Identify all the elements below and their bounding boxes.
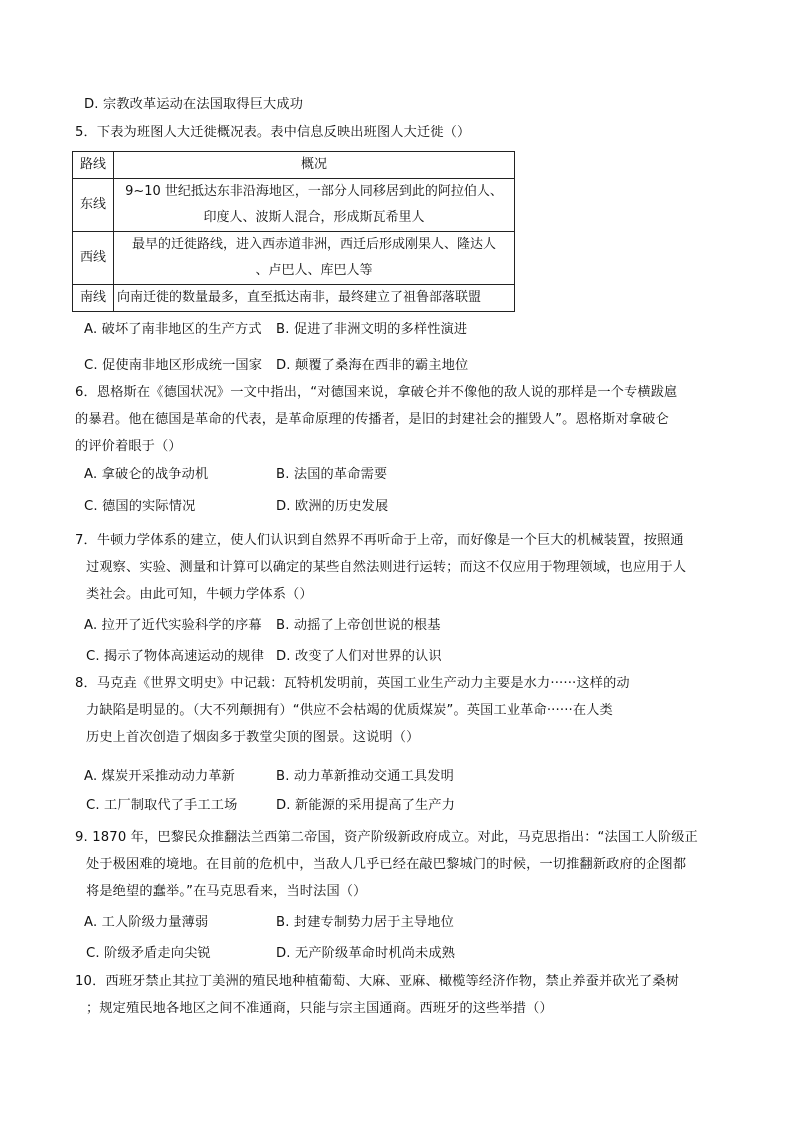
route-west-desc-line2: 、卢巴人、库巴人等 — [255, 263, 373, 278]
q9-option-d: D. 无产阶级革命时机尚未成熟 — [276, 946, 456, 961]
route-east-desc-line2: 印度人、波斯人混合，形成斯瓦希里人 — [203, 210, 425, 225]
q5-stem: 5．下表为班图人大迁徙概况表。表中信息反映出班图人大迁徙（） — [75, 125, 471, 140]
q7-stem-line2: 过观察、实验、测量和计算可以确定的某些自然法则进行运转；而这不仅应用于物理领域，也应用于人 — [86, 560, 687, 575]
q9-option-c: C. 阶级矛盾走向尖锐 — [86, 946, 211, 961]
q6-option-c: C. 德国的实际情况 — [84, 499, 196, 514]
table-row — [73, 179, 515, 232]
q6-stem-line3: 的评价着眼于（） — [75, 439, 182, 454]
table-row — [73, 232, 515, 285]
q9-stem-line3: 将是绝望的蠢举。”在马克思看来，当时法国（） — [86, 884, 367, 899]
table-header-row — [73, 152, 515, 179]
q9-stem-line2: 处于极困难的境地。在目前的危机中，当敌人几乎已经在敲巴黎城门的时候，一切推翻新政府的企图都 — [86, 857, 687, 872]
q7-option-a: A. 拉开了近代实验科学的序幕 — [84, 618, 262, 633]
table-header-route: 路线 — [73, 152, 114, 179]
q10-stem-line1: 10．西班牙禁止其拉丁美洲的殖民地种植葡萄、大麻、亚麻、橄榄等经济作物，禁止养蚕并砍光了桑树 — [75, 974, 679, 989]
q7-option-d: D. 改变了人们对世界的认识 — [276, 649, 442, 664]
q9-option-a: A. 工人阶级力量薄弱 — [84, 915, 209, 930]
q6-stem-line1: 6．恩格斯在《德国状况》一文中指出，“对德国来说，拿破仑并不像他的敌人说的那样是一个专横跋扈 — [75, 385, 678, 400]
route-west-desc — [114, 232, 515, 285]
q8-stem-line1: 8．马克垚《世界文明史》中记载：瓦特机发明前，英国工业生产动力主要是水力······这样的动 — [75, 676, 630, 691]
q8-option-d: D. 新能源的采用提高了生产力 — [276, 798, 456, 813]
migration-table — [72, 151, 515, 312]
q8-stem-line2: 力缺陷是明显的。（大不列颠拥有）“供应不会枯竭的优质煤炭”。英国工业革命······在人类 — [86, 703, 613, 718]
q5-option-a: A. 破坏了南非地区的生产方式 — [84, 322, 262, 337]
route-west: 西线 — [73, 232, 114, 285]
q8-option-a: A. 煤炭开采推动动力革新 — [84, 769, 235, 784]
q8-option-b: B. 动力革新推动交通工具发明 — [276, 769, 454, 784]
route-east-desc-line1: 9~10 世纪抵达东非沿海地区，一部分人同移居到此的阿拉伯人、 — [125, 184, 503, 199]
q9-option-b: B. 封建专制势力居于主导地位 — [276, 915, 454, 930]
q6-option-d: D. 欧洲的历史发展 — [276, 499, 389, 514]
q4-option-d: D. 宗教改革运动在法国取得巨大成功 — [84, 97, 304, 112]
route-south: 南线 — [73, 285, 114, 312]
q5-option-d: D. 颠覆了桑海在西非的霸主地位 — [276, 358, 469, 373]
q5-option-c: C. 促使南非地区形成统一国家 — [84, 358, 263, 373]
q7-stem-line1: 7．牛顿力学体系的建立，使人们认识到自然界不再听命于上帝，而好像是一个巨大的机械装置，按照通 — [75, 533, 684, 548]
table-header-desc: 概况 — [114, 152, 515, 179]
table-row — [73, 285, 515, 312]
route-east: 东线 — [73, 179, 114, 232]
q8-stem-line3: 历史上首次创造了烟囱多于教堂尖顶的图景。这说明（） — [86, 730, 420, 745]
route-east-desc — [114, 179, 515, 232]
q7-stem-line3: 类社会。由此可知，牛顿力学体系（） — [86, 587, 313, 602]
q6-option-a: A. 拿破仑的战争动机 — [84, 467, 209, 482]
q8-option-c: C. 工厂制取代了手工工场 — [86, 798, 238, 813]
q9-stem-line1: 9. 1870 年，巴黎民众推翻法兰西第二帝国，资产阶级新政府成立。对此，马克思指出：“法国工人阶级正 — [75, 830, 698, 845]
q6-stem-line2: 的暴君。他在德国是革命的代表，是革命原理的传播者，是旧的封建社会的摧毁人”。恩格斯对拿破仑 — [75, 412, 669, 427]
q6-option-b: B. 法国的革命需要 — [276, 467, 388, 482]
route-west-desc-line1: 最早的迁徙路线，进入西赤道非洲，西迁后形成刚果人、隆达人 — [131, 237, 496, 252]
q5-option-b: B. 促进了非洲文明的多样性演进 — [276, 322, 468, 337]
q10-stem-line2: ；规定殖民地各地区之间不准通商，只能与宗主国通商。西班牙的这些举措（） — [86, 1001, 553, 1016]
q7-option-c: C. 揭示了物体高速运动的规律 — [86, 649, 265, 664]
route-south-desc: 向南迁徙的数量最多，直至抵达南非，最终建立了祖鲁部落联盟 — [114, 285, 515, 312]
q7-option-b: B. 动摇了上帝创世说的根基 — [276, 618, 441, 633]
